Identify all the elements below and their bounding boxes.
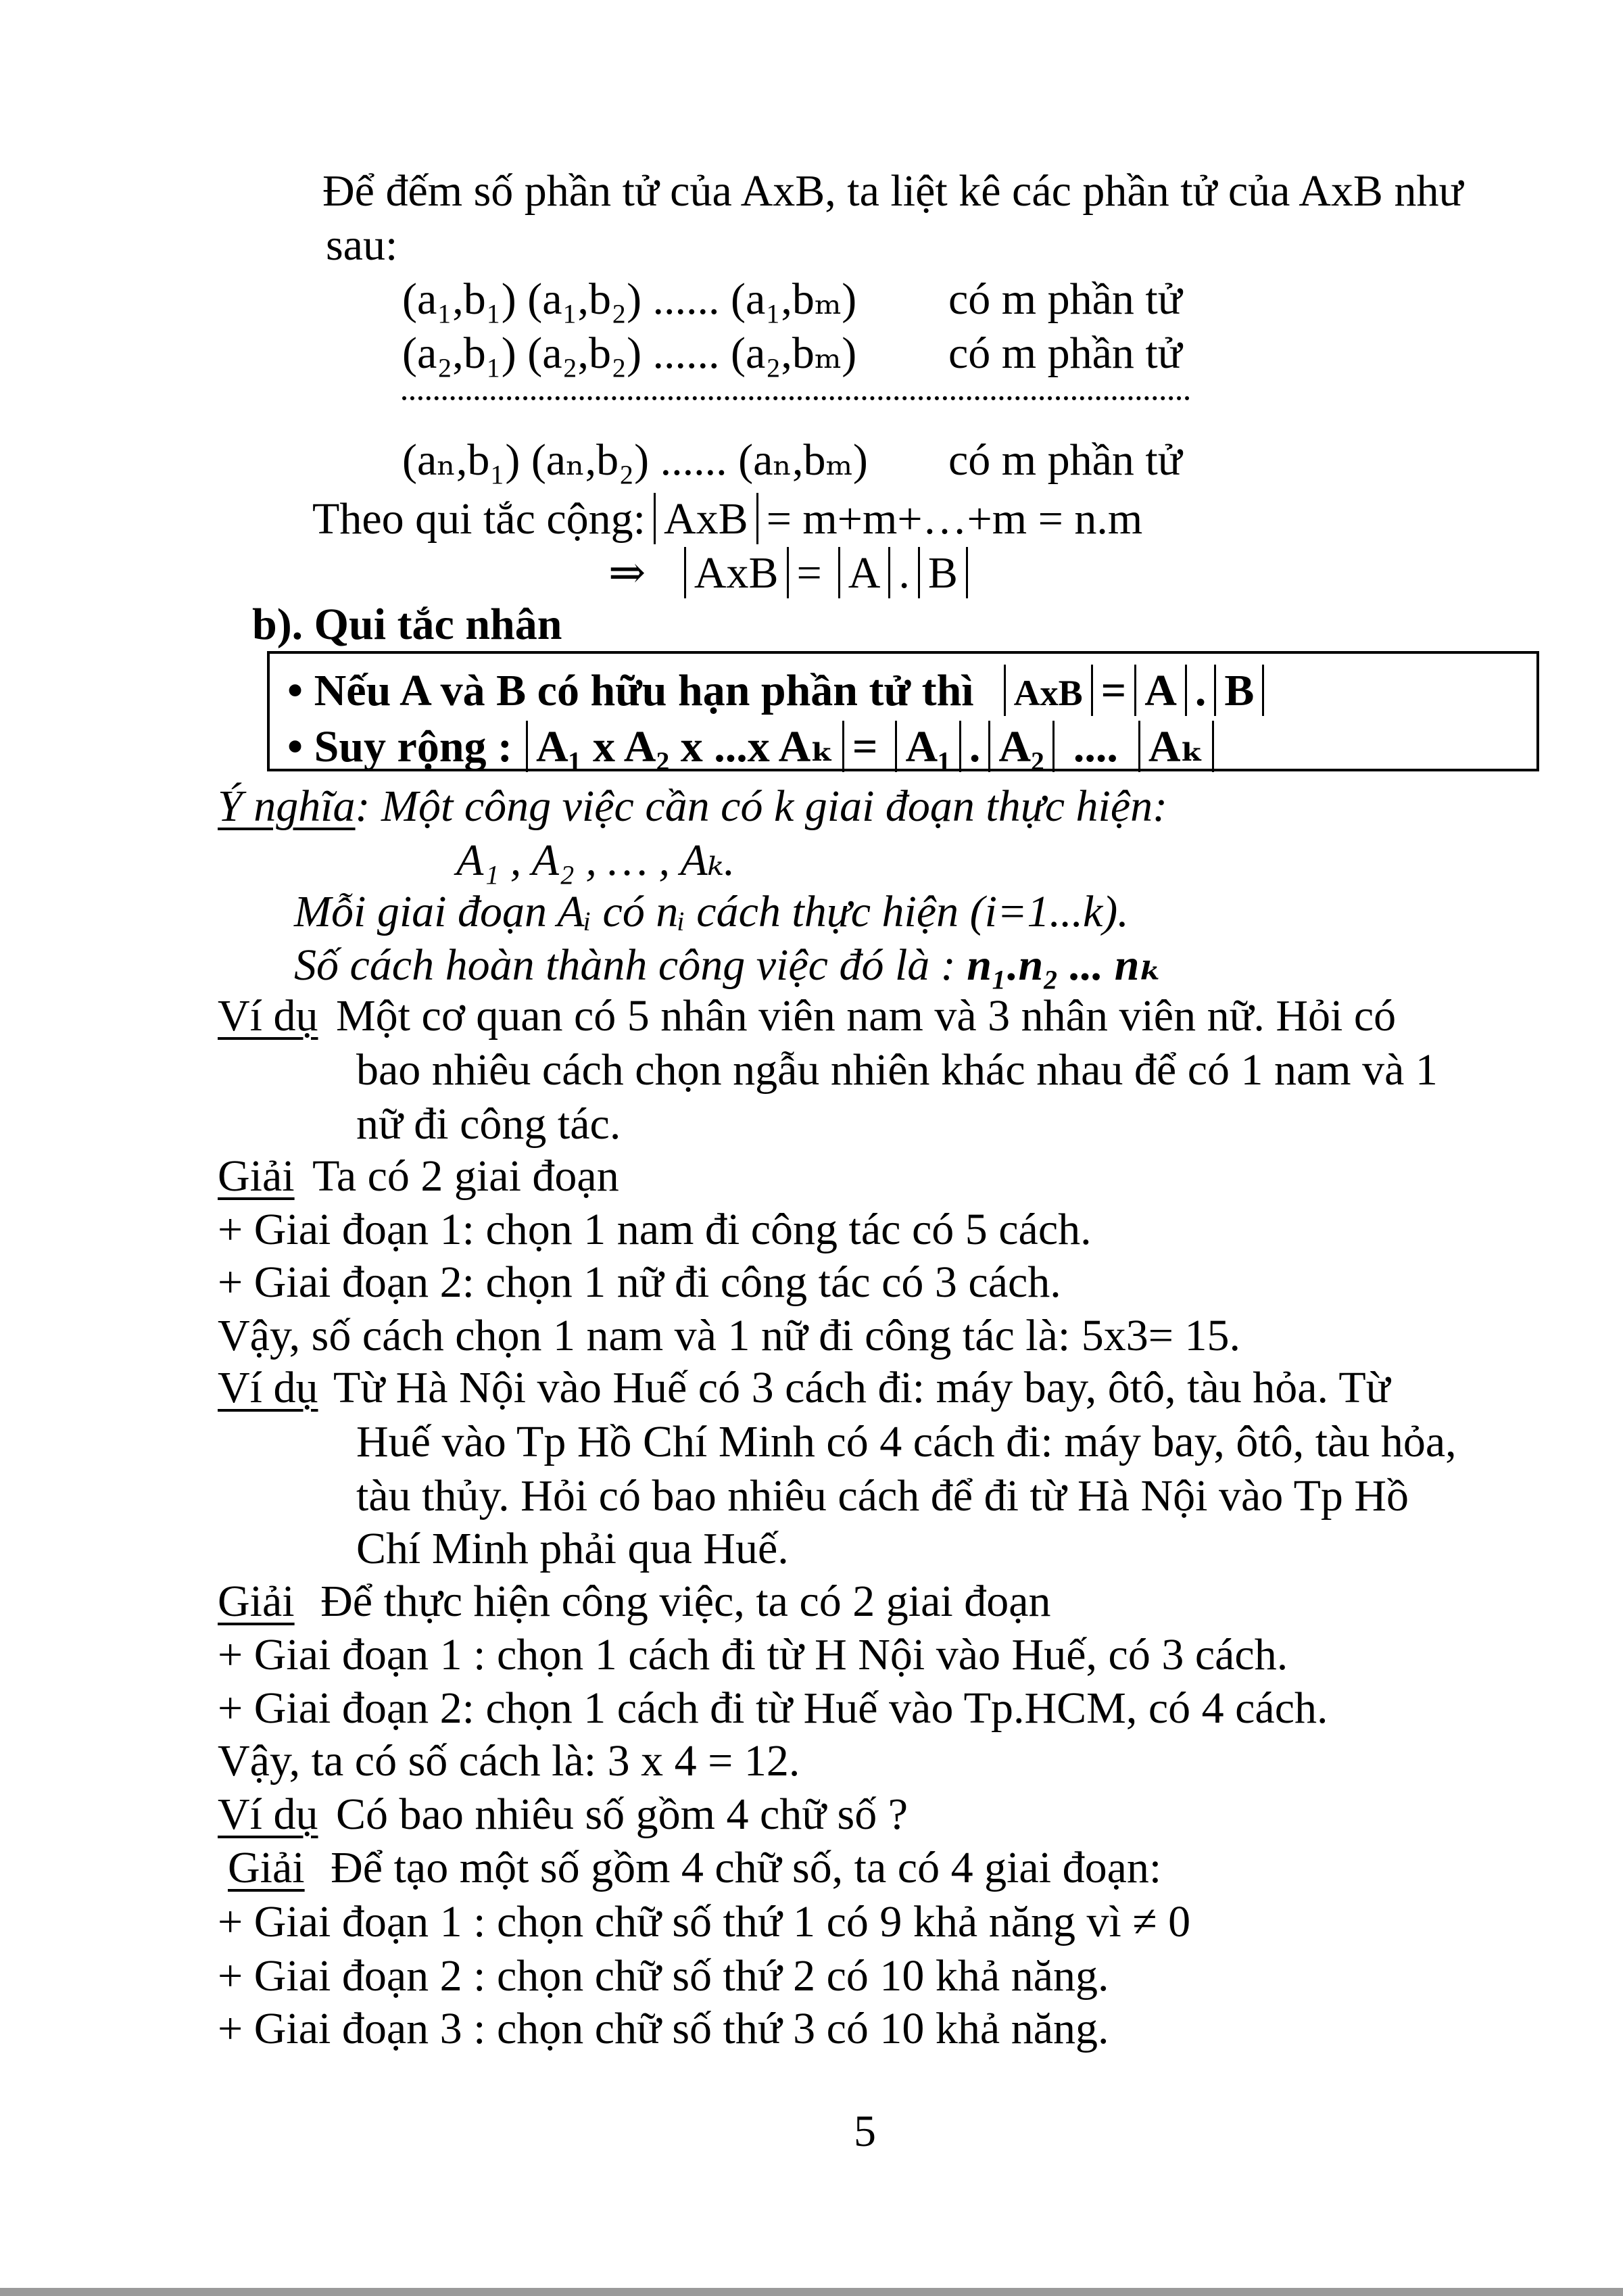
example-2-solution-line-4: Vậy, ta có số cách là: 3 x 4 = 12. (218, 1736, 800, 1786)
bullet-2-ak: Aₖ (1148, 722, 1205, 771)
example-2-solution-line-1 (218, 1579, 1051, 1624)
bullet-dot-icon: • (287, 722, 304, 771)
result-b: B (927, 548, 958, 598)
example-1-solution-line-1 (218, 1151, 619, 1201)
bullet-1-dot: . (1194, 666, 1207, 715)
example-1-solution-line-4: Vậy, số cách chọn 1 nam và 1 nữ đi công tác là: 5x3= 15. (218, 1311, 1240, 1360)
bullet-1-eq: = (1100, 666, 1127, 715)
bullet-1-a: A (1144, 666, 1177, 715)
example-3-solution-line-3: + Giai đoạn 2 : chọn chữ số thứ 2 có 10 khả năng. (218, 1951, 1109, 2001)
sum-rule-rhs: = m+m+…+m = n.m (766, 494, 1143, 544)
pairs-row-2-count: có m phần tử (948, 329, 1182, 378)
example-2-line-3: tàu thủy. Hỏi có bao nhiêu cách để đi từ Hà Nội vào Tp Hồ (356, 1471, 1409, 1521)
example-3-solution-label: Giải (228, 1843, 305, 1892)
example-2-solution-line-3: + Giai đoạn 2: chọn 1 cách đi từ Huế vào Tp.HCM, có 4 cách. (218, 1683, 1328, 1733)
bullet-dot-icon: • (287, 666, 304, 715)
meaning-text: : Một công việc cần có k giai đoạn thực hiện: (355, 782, 1168, 831)
page-bottom-border (0, 2288, 1623, 2296)
example-2-line-4: Chí Minh phải qua Huế. (356, 1524, 789, 1573)
example-3-text: Có bao nhiêu số gồm 4 chữ số ? (336, 1790, 909, 1839)
example-1-line-1 (218, 991, 1397, 1041)
meaning-line-1 (218, 784, 1167, 829)
example-1-solution-line-3: + Giai đoạn 2: chọn 1 nữ đi công tác có 3 cách. (218, 1258, 1061, 1307)
example-3-line-1 (218, 1792, 908, 1837)
example-2-solution-line-2: + Giai đoạn 1 : chọn 1 cách đi từ H Nội vào Huế, có 3 cách. (218, 1630, 1288, 1679)
bullet-1-text: Nếu A và B có hữu hạn phần tử thì (314, 666, 974, 715)
ellipsis-divider (402, 396, 1190, 400)
example-1-solution-text: Ta có 2 giai đoạn (312, 1151, 619, 1201)
bullet-2-dot: . (969, 722, 981, 771)
example-1-solution-line-2: + Giai đoạn 1: chọn 1 nam đi công tác có 5 cách. (218, 1205, 1092, 1254)
example-3-solution-line-4: + Giai đoạn 3 : chọn chữ số thứ 3 có 10 khả năng. (218, 2004, 1109, 2053)
pairs-row-1-count: có m phần tử (948, 274, 1182, 324)
example-1-text: Một cơ quan có 5 nhân viên nam và 3 nhân viên nữ. Hỏi có (336, 991, 1397, 1041)
intro-line-2: sau: (326, 220, 398, 270)
bullet-2-eq: = (852, 722, 878, 771)
example-3-label: Ví dụ (218, 1790, 318, 1839)
example-2-text: Từ Hà Nội vào Huế có 3 cách đi: máy bay, ôtô, tàu hỏa. Từ (333, 1363, 1390, 1412)
bullet-2-a1: A₁ (905, 722, 951, 771)
example-1-line-3: nữ đi công tác. (356, 1099, 621, 1149)
result-axb: AxB (694, 548, 779, 598)
example-3-solution-line-1 (228, 1843, 1162, 1892)
bullet-2-text: Suy rộng : (314, 722, 512, 771)
example-3-solution-line-2: + Giai đoạn 1 : chọn chữ số thứ 1 có 9 khả năng vì ≠ 0 (218, 1897, 1191, 1946)
bullet-1-b: B (1224, 666, 1255, 715)
sum-rule-label: Theo qui tắc cộng: (312, 494, 646, 544)
example-2-line-1 (218, 1363, 1390, 1412)
meaning-formula: n₁.n₂ ... nₖ (967, 940, 1163, 990)
page-number: 5 (854, 2107, 876, 2156)
result-a: A (848, 548, 881, 598)
bullet-2-a2: A₂ (998, 722, 1044, 771)
product-rule-bullet-2 (287, 721, 1222, 772)
cardinality-result (608, 547, 976, 598)
bullet-1-axb: AxB (1013, 673, 1083, 713)
product-rule-bullet-1 (287, 665, 1272, 716)
result-dot: . (898, 548, 910, 598)
example-1-line-2: bao nhiêu cách chọn ngẫu nhiên khác nhau để có 1 nam và 1 (356, 1045, 1438, 1095)
implies-symbol: ⇒ (608, 548, 646, 598)
meaning-label: Ý nghĩa (218, 782, 356, 831)
section-b-title: b). Qui tắc nhân (252, 600, 562, 649)
intro-line-1: Để đếm số phần tử của AxB, ta liệt kê các phần tử của AxB như (322, 166, 1463, 216)
meaning-line-4-text: Số cách hoàn thành công việc đó là : (294, 940, 956, 990)
example-1-label: Ví dụ (218, 991, 318, 1041)
sum-rule-line (312, 493, 1142, 544)
pairs-row-2: (a₂,b₁) (a₂,b₂) ...... (a₂,bₘ) (402, 329, 857, 378)
pairs-row-n: (aₙ,b₁) (aₙ,b₂) ...... (aₙ,bₘ) (402, 435, 868, 485)
example-1-solution-label: Giải (218, 1151, 295, 1201)
meaning-stages: A₁ , A₂ , … , Aₖ. (456, 836, 735, 885)
example-2-line-2: Huế vào Tp Hồ Chí Minh có 4 cách đi: máy bay, ôtô, tàu hỏa, (356, 1417, 1457, 1466)
bullet-2-product: A₁ x A₂ x ...x Aₖ (536, 722, 834, 771)
pairs-row-n-count: có m phần tử (948, 435, 1182, 485)
meaning-line-4 (294, 940, 1163, 990)
pairs-row-1: (a₁,b₁) (a₁,b₂) ...... (a₁,bₘ) (402, 274, 857, 324)
sum-rule-axb: AxB (664, 494, 748, 544)
example-3-solution-text: Để tạo một số gồm 4 chữ số, ta có 4 giai đoạn: (331, 1843, 1162, 1892)
example-2-label: Ví dụ (218, 1363, 318, 1412)
example-2-solution-text: Để thực hiện công việc, ta có 2 giai đoạn (320, 1577, 1051, 1626)
example-2-solution-label: Giải (218, 1577, 295, 1626)
bullet-2-dots: .... (1073, 722, 1118, 771)
result-eq: = (796, 548, 822, 598)
meaning-line-3: Mỗi giai đoạn Aᵢ có nᵢ cách thực hiện (i=1...k). (294, 887, 1129, 936)
